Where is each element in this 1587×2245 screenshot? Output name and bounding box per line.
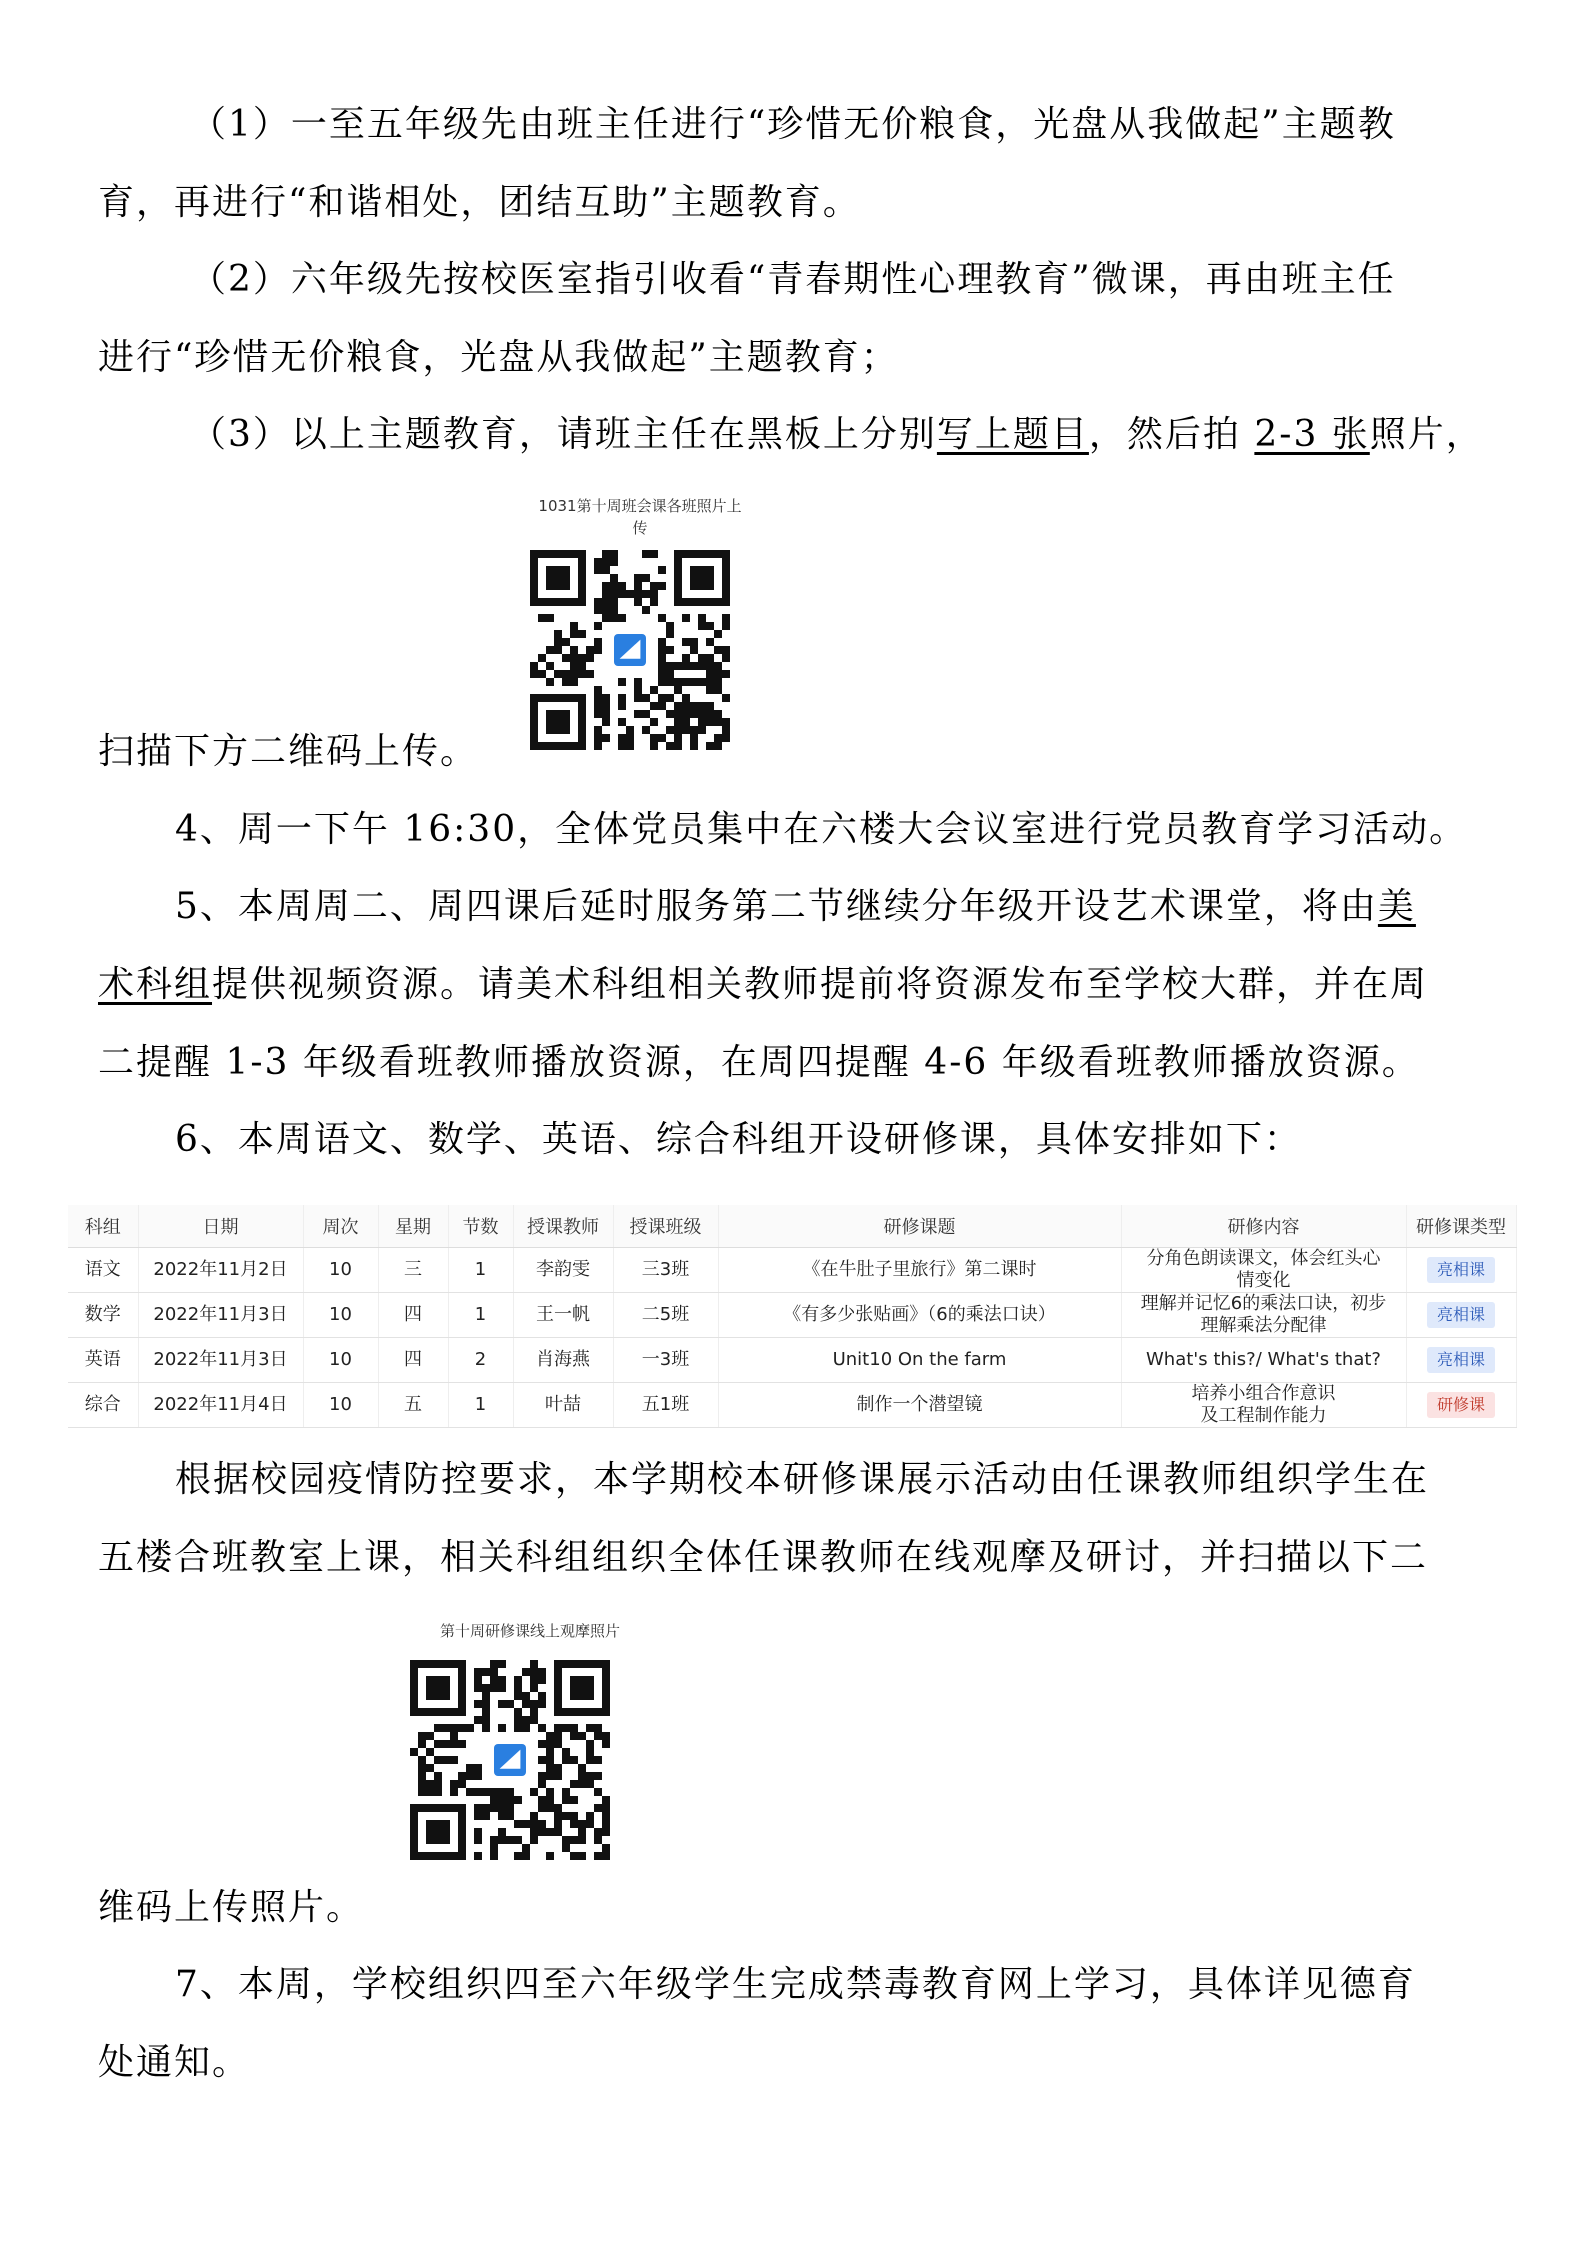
table-header-cell: 科组 [68, 1205, 138, 1248]
table-cell-teacher: 王一帆 [513, 1293, 613, 1338]
content-line-1: What's this?/ What's that? [1146, 1349, 1381, 1370]
content-line-1: 理解并记忆6的乘法口诀，初步 [1140, 1293, 1387, 1314]
p5-text-a: 5、本周周二、周四课后延时服务第二节继续分年级开设艺术课堂，将由 [175, 886, 1378, 927]
paragraph-5-line-3: 二提醒 1-3 年级看班教师播放资源，在周四提醒 4-6 年级看班教师播放资源。 [98, 1042, 1420, 1083]
content-line-2: 理解乘法分配律 [1200, 1315, 1327, 1336]
table-body [68, 1248, 1516, 1428]
p5-text-b: 提供视频资源。请美术科组相关教师提前将资源发布至学校大群，并在周 [212, 964, 1429, 1005]
qr-code-icon[interactable] [530, 550, 730, 750]
p5-underline-art-2: 术科组 [98, 964, 213, 1005]
table-cell-topic: 《有多少张贴画》（6的乘法口诀） [718, 1293, 1121, 1338]
paragraph-3-line-2: 扫描下方二维码上传。 [98, 731, 479, 772]
table-header-cell: 研修内容 [1121, 1205, 1406, 1248]
table-cell-teacher: 肖海燕 [513, 1338, 613, 1383]
table-row [68, 1338, 1516, 1383]
table-header-cell: 授课教师 [513, 1205, 613, 1248]
qr1-caption-line-2: 传 [632, 519, 648, 537]
table-cell-topic: 制作一个潜望镜 [718, 1383, 1121, 1428]
table-header-cell: 星期 [378, 1205, 448, 1248]
table-cell-weekday: 四 [378, 1338, 448, 1383]
table-cell-content [1121, 1293, 1406, 1338]
paragraph-2-line-2: 进行“珍惜无价粮食，光盘从我做起”主题教育； [98, 337, 899, 378]
table-cell-subject: 综合 [68, 1383, 138, 1428]
paragraph-7-line-1: 根据校园疫情防控要求，本学期校本研修课展示活动由任课教师组织学生在 [175, 1459, 1430, 1500]
paragraph-8-line-2: 处通知。 [98, 2042, 251, 2083]
class-type-badge: 亮相课 [1427, 1302, 1495, 1328]
content-line-1: 分角色朗读课文，体会红头心 [1146, 1248, 1381, 1269]
table-header-cell: 研修课类型 [1406, 1205, 1516, 1248]
table-cell-week: 10 [303, 1383, 378, 1428]
research-class-table [68, 1205, 1517, 1428]
p5-underline-art-1: 美 [1377, 886, 1416, 927]
content-line-1: 培养小组合作意识 [1191, 1383, 1336, 1404]
table-cell-date: 2022年11月3日 [138, 1338, 303, 1383]
class-type-badge: 亮相课 [1427, 1347, 1495, 1373]
table-row [68, 1383, 1516, 1428]
table-cell-date: 2022年11月4日 [138, 1383, 303, 1428]
p3-text-a: （3）以上主题教育，请班主任在黑板上分别 [190, 414, 937, 455]
table-header-cell: 授课班级 [613, 1205, 718, 1248]
table-cell-weekday: 三 [378, 1248, 448, 1293]
paragraph-6: 6、本周语文、数学、英语、综合科组开设研修课，具体安排如下： [175, 1119, 1302, 1160]
paragraph-5-line-2 [98, 960, 1428, 1010]
table-cell-week: 10 [303, 1293, 378, 1338]
table-row [68, 1293, 1516, 1338]
table-cell-type [1406, 1248, 1516, 1293]
table-cell-topic: Unit10 On the farm [718, 1338, 1121, 1383]
table-row [68, 1248, 1516, 1293]
p3-text-c: 照片， [1369, 414, 1484, 455]
qr-code-icon[interactable] [410, 1660, 610, 1860]
table-header-cell: 节数 [448, 1205, 513, 1248]
table-cell-week: 10 [303, 1248, 378, 1293]
class-type-badge: 亮相课 [1427, 1257, 1495, 1283]
table-cell-period: 1 [448, 1293, 513, 1338]
table-cell-class: 五1班 [613, 1383, 718, 1428]
paragraph-7-line-2: 五楼合班教室上课，相关科组组织全体任课教师在线观摩及研讨，并扫描以下二 [98, 1537, 1429, 1578]
table-cell-date: 2022年11月2日 [138, 1248, 303, 1293]
table-cell-subject: 英语 [68, 1338, 138, 1383]
table-cell-class: 二5班 [613, 1293, 718, 1338]
table-cell-period: 1 [448, 1248, 513, 1293]
table-cell-type [1406, 1383, 1516, 1428]
table-cell-content [1121, 1248, 1406, 1293]
qr2-caption: 第十周研修课线上观摩照片 [439, 1622, 620, 1640]
table-header-cell: 日期 [138, 1205, 303, 1248]
table-header-row [68, 1205, 1516, 1248]
content-line-2: 及工程制作能力 [1200, 1405, 1327, 1426]
content-line-2: 情变化 [1236, 1270, 1291, 1291]
table-cell-teacher: 李韵雯 [513, 1248, 613, 1293]
table-cell-type [1406, 1293, 1516, 1338]
table-cell-date: 2022年11月3日 [138, 1293, 303, 1338]
p3-text-b: ，然后拍 [1088, 414, 1255, 455]
table-cell-subject: 数学 [68, 1293, 138, 1338]
paragraph-3-line-1 [190, 410, 1484, 460]
table-cell-content [1121, 1383, 1406, 1428]
paragraph-1-line-2: 育，再进行“和谐相处，团结互助”主题教育。 [98, 182, 861, 223]
table-cell-class: 一3班 [613, 1338, 718, 1383]
class-type-badge: 研修课 [1427, 1392, 1495, 1418]
table-cell-weekday: 四 [378, 1293, 448, 1338]
table-cell-class: 三3班 [613, 1248, 718, 1293]
paragraph-7-line-3: 维码上传照片。 [98, 1887, 365, 1928]
paragraph-8-line-1: 7、本周，学校组织四至六年级学生完成禁毒教育网上学习，具体详见德育 [175, 1964, 1416, 2005]
p3-underline-write-title: 写上题目 [936, 414, 1089, 455]
table-cell-teacher: 叶喆 [513, 1383, 613, 1428]
table-cell-topic: 《在牛肚子里旅行》第二课时 [718, 1248, 1121, 1293]
paragraph-1-line-1: （1）一至五年级先由班主任进行“珍惜无价粮食，光盘从我做起”主题教 [190, 104, 1396, 145]
paragraph-4: 4、周一下午 16:30，全体党员集中在六楼大会议室进行党员教育学习活动。 [175, 809, 1468, 850]
paragraph-5-line-1 [175, 882, 1416, 932]
table-header-cell: 周次 [303, 1205, 378, 1248]
qr1-caption-line-1: 1031第十周班会课各班照片上 [538, 497, 742, 515]
table-header-cell: 研修课题 [718, 1205, 1121, 1248]
paragraph-2-line-1: （2）六年级先按校医室指引收看“青春期性心理教育”微课，再由班主任 [190, 259, 1396, 300]
table-cell-period: 1 [448, 1383, 513, 1428]
table-cell-subject: 语文 [68, 1248, 138, 1293]
table-cell-weekday: 五 [378, 1383, 448, 1428]
table-cell-week: 10 [303, 1338, 378, 1383]
qr1-caption [505, 495, 775, 539]
table-cell-type [1406, 1338, 1516, 1383]
table-cell-content [1121, 1338, 1406, 1383]
table-cell-period: 2 [448, 1338, 513, 1383]
p3-underline-photo-count: 2-3 张 [1254, 414, 1370, 455]
